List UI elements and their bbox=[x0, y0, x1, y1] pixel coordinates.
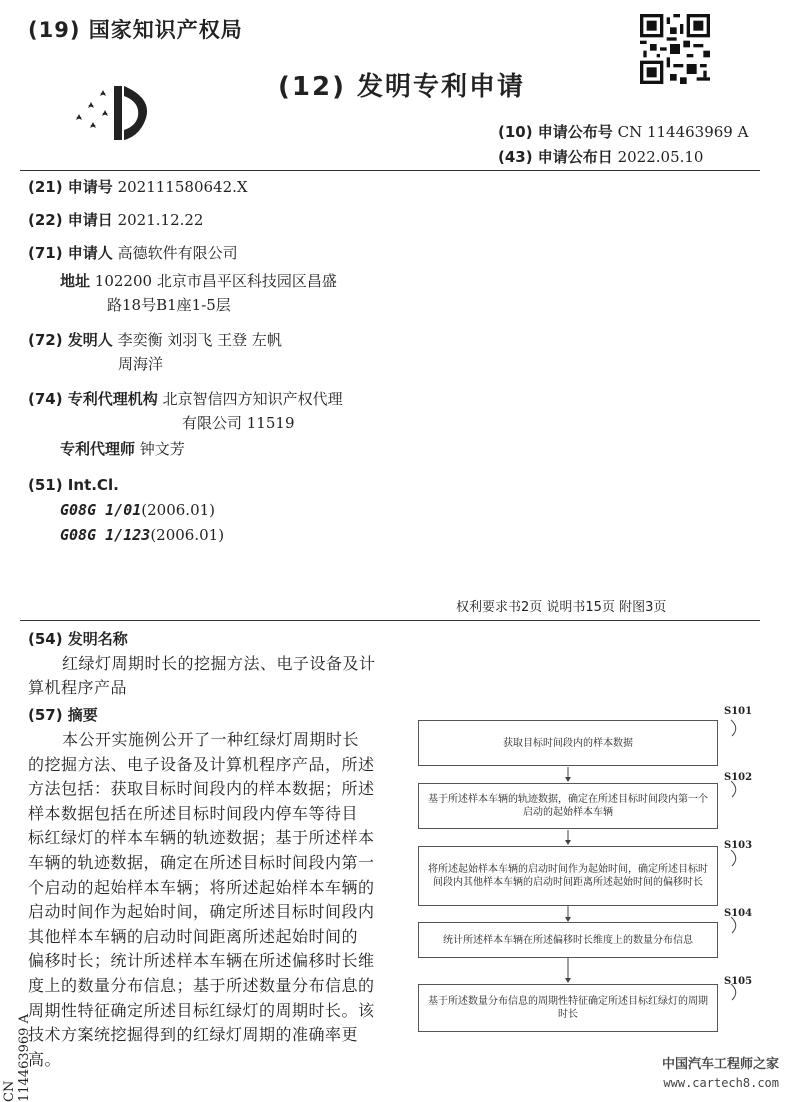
agency-field bbox=[28, 388, 343, 410]
applicant-label: (71) 申请人 bbox=[28, 244, 113, 262]
abstract-label: (57) 摘要 bbox=[28, 706, 98, 724]
office-name: (19) 国家知识产权局 bbox=[28, 18, 243, 42]
abstract-line: 偏移时长；统计所述样本车辆在所述偏移时长维 bbox=[28, 951, 375, 971]
pages-divider bbox=[20, 620, 760, 621]
abstract-line: 方法包括：获取目标时间段内的样本数据；所述 bbox=[28, 779, 375, 799]
classification-1-code: G08G 1/01 bbox=[60, 501, 142, 519]
abstract-line: 其他样本车辆的启动时间距离所述起始时间的 bbox=[28, 926, 359, 946]
agency-line-1: 北京智信四方知识产权代理 bbox=[162, 390, 343, 408]
abstract-line: 高。 bbox=[28, 1049, 62, 1069]
invention-title-line-2: 算机程序产品 bbox=[28, 678, 128, 697]
abstract-line: 周期性特征确定所述目标红绿灯的周期时长。该 bbox=[28, 1000, 375, 1020]
qr-code bbox=[640, 14, 710, 84]
application-date: 2021.12.22 bbox=[117, 211, 204, 229]
publication-date-row bbox=[498, 146, 703, 167]
applicant-field bbox=[28, 242, 238, 264]
applicant: 高德软件有限公司 bbox=[117, 244, 238, 262]
intcl-label: (51) Int.Cl. bbox=[28, 476, 119, 494]
document-type-title: (12) 发明专利申请 bbox=[278, 72, 525, 102]
address-line-1: 102200 北京市昌平区科技园区昌盛 bbox=[94, 272, 337, 290]
flowchart-label-s104: S104 bbox=[724, 908, 753, 919]
publication-number-label: (10) 申请公布号 bbox=[498, 123, 613, 141]
abstract-line: 样本数据包括在所述目标时间段内停车等待目 bbox=[28, 803, 359, 823]
header-divider bbox=[20, 170, 760, 171]
inventor-label: (72) 发明人 bbox=[28, 331, 113, 349]
publication-date-label: (43) 申请公布日 bbox=[498, 148, 613, 166]
abstract-line: 启动时间作为起始时间，确定所述目标时间段内 bbox=[28, 902, 375, 922]
flowchart-step-s105: 基于所述数量分布信息的周期性特征确定所述目标红绿灯的周期时长 bbox=[418, 984, 718, 1032]
classification-1 bbox=[60, 499, 215, 521]
side-publication-number: CN 114463969 A bbox=[2, 1014, 32, 1102]
watermark-line-2: www.cartech8.com bbox=[663, 1076, 779, 1090]
flowchart-label-s103: S103 bbox=[724, 840, 753, 851]
address-line-2 bbox=[107, 294, 231, 316]
address-label: 地址 bbox=[60, 272, 91, 290]
abstract-line: 度上的数量分布信息；基于所述数量分布信息的 bbox=[28, 976, 375, 995]
agency-label: (74) 专利代理机构 bbox=[28, 390, 158, 408]
flowchart-step-s103: 将所述起始样本车辆的启动时间作为起始时间，确定所述目标时间段内其他样本车辆的启动时间距离所述起始时间的偏移时长 bbox=[418, 846, 718, 906]
invention-title-line-1: 红绿灯周期时长的挖掘方法、电子设备及计 bbox=[62, 654, 376, 673]
agent-label: 专利代理师 bbox=[60, 440, 136, 458]
publication-number-row bbox=[498, 121, 748, 142]
watermark bbox=[662, 1056, 779, 1092]
page-count-info: 权利要求书2页 说明书15页 附图3页 bbox=[456, 600, 667, 615]
application-number-field bbox=[28, 176, 248, 198]
flowchart-step-s102: 基于所述样本车辆的轨迹数据，确定在所述目标时间段内第一个启动的起始样本车辆 bbox=[418, 783, 718, 829]
address-field bbox=[60, 270, 337, 292]
flowchart-step-s104: 统计所述样本车辆在所述偏移时长维度上的数量分布信息 bbox=[418, 922, 718, 958]
agent: 钟文芳 bbox=[139, 440, 185, 458]
application-number-label: (21) 申请号 bbox=[28, 178, 113, 196]
classification-2 bbox=[60, 524, 224, 546]
classification-1-year: (2006.01) bbox=[141, 501, 216, 519]
abstract-line: 本公开实施例公开了一种红绿灯周期时长 bbox=[62, 730, 360, 749]
abstract-line: 个启动的起始样本车辆；将所述起始样本车辆的 bbox=[28, 877, 375, 897]
flowchart-label-s102: S102 bbox=[724, 772, 753, 783]
inventors-line-2 bbox=[118, 353, 163, 375]
watermark-line-1: 中国汽车工程师之家 bbox=[661, 1057, 779, 1072]
flowchart-label-s101: S101 bbox=[724, 706, 753, 717]
abstract-line: 标红绿灯的样本车辆的轨迹数据；基于所述样本 bbox=[28, 828, 375, 848]
intcl-field bbox=[28, 474, 119, 496]
abstract-line: 的挖掘方法、电子设备及计算机程序产品，所述 bbox=[28, 754, 375, 774]
abstract-line: 车辆的轨迹数据，确定在所述目标时间段内第一 bbox=[28, 853, 375, 872]
application-date-label: (22) 申请日 bbox=[28, 211, 113, 229]
agency-line-2 bbox=[182, 412, 295, 434]
flowchart-label-s105: S105 bbox=[724, 976, 753, 987]
publication-date: 2022.05.10 bbox=[617, 148, 704, 166]
inventor-field bbox=[28, 329, 282, 351]
agency-line-2-text: 有限公司 11519 bbox=[182, 414, 295, 432]
publication-number: CN 114463969 A bbox=[617, 123, 749, 141]
address-line-2-text: 路18号B1座1-5层 bbox=[107, 296, 231, 314]
cnipa-logo bbox=[70, 78, 160, 148]
inventors-line-2-text: 周海洋 bbox=[118, 355, 164, 373]
classification-2-code: G08G 1/123 bbox=[60, 526, 151, 544]
agent-field bbox=[60, 438, 185, 460]
classification-2-year: (2006.01) bbox=[150, 526, 225, 544]
flowchart-step-s101: 获取目标时间段内的样本数据 bbox=[418, 720, 718, 766]
abstract-line: 技术方案统挖掘得到的红绿灯周期的准确率更 bbox=[28, 1025, 359, 1045]
invention-title-label: (54) 发明名称 bbox=[28, 630, 128, 648]
application-number: 202111580642.X bbox=[117, 178, 248, 196]
inventors-line-1: 李奕衡 刘羽飞 王登 左帆 bbox=[117, 331, 282, 349]
application-date-field bbox=[28, 209, 203, 231]
